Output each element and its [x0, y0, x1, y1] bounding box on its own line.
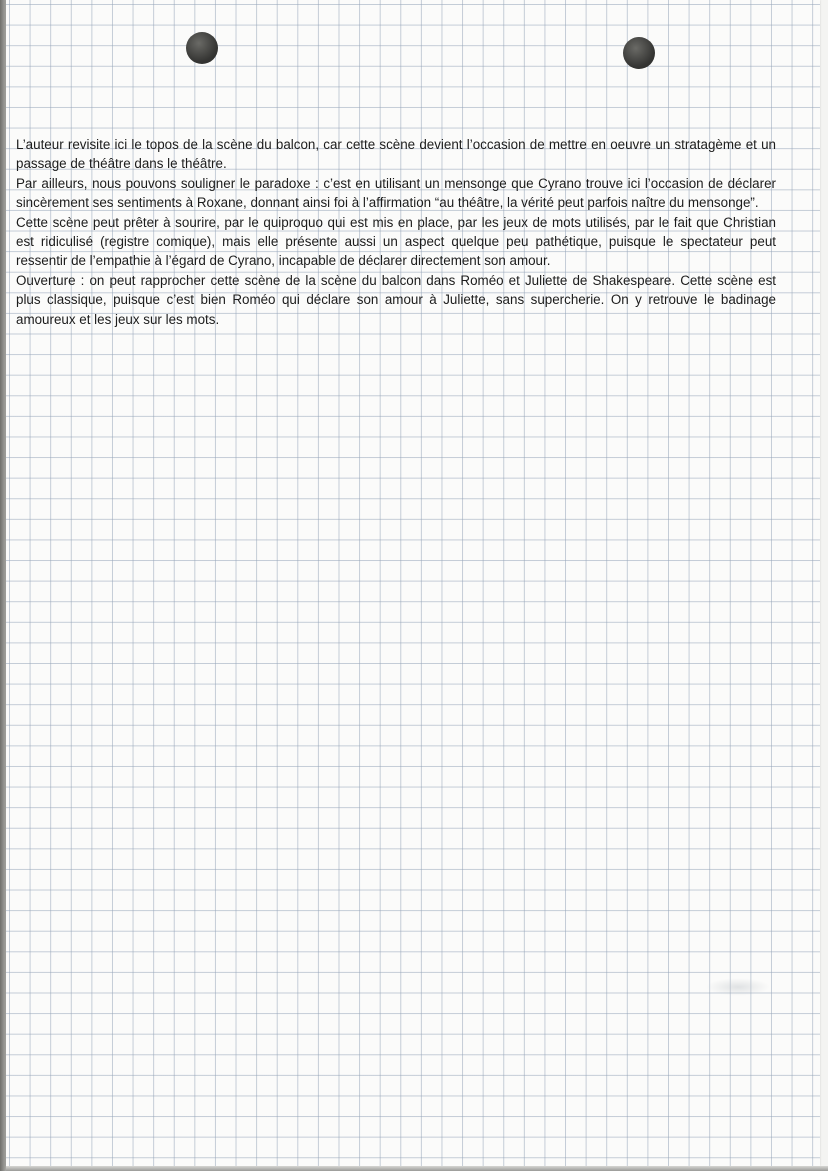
- punch-hole-left: [186, 32, 218, 64]
- sheet-bottom-edge: [6, 1166, 828, 1171]
- paragraph-paradoxe: Par ailleurs, nous pouvons souligner le paradoxe : c’est en utilisant un mensonge que Cyrano trouve ici l’occasion de déclarer sincèrement ses sentiments à Roxane, donnant ainsi foi à l’affirmation “au théâtre, la vérité peut parfois naître du mensonge”.: [16, 175, 776, 211]
- paragraph-registre: Cette scène peut prêter à sourire, par le quiproquo qui est mis en place, par les jeux de mots utilisés, par le fait que Christian est ridiculisé (registre comique), mais elle présente aussi un aspect quelque peu pathétique, puisque le spectateur peut ressentir de l’empathie à l’égard de Cyrano, incapable de déclarer directement son amour.: [16, 214, 776, 269]
- paragraph-ouverture: Ouverture : on peut rapprocher cette scène de la scène du balcon dans Roméo et Juliette de Shakespeare. Cette scène est plus classique, puisque c’est bien Roméo qui déclare son amour à Juliette, sans supercherie. On y retrouve le badinage amoureux et les jeux sur les mots.: [16, 272, 776, 327]
- paper-smudge: [706, 978, 770, 996]
- document-text: [16, 135, 776, 329]
- grid-paper-sheet: [6, 0, 820, 1166]
- punch-hole-right: [623, 37, 655, 69]
- paragraph-topos: L’auteur revisite ici le topos de la scène du balcon, car cette scène devient l’occasion de mettre en oeuvre un stratagème et un passage de théâtre dans le théâtre.: [16, 137, 776, 172]
